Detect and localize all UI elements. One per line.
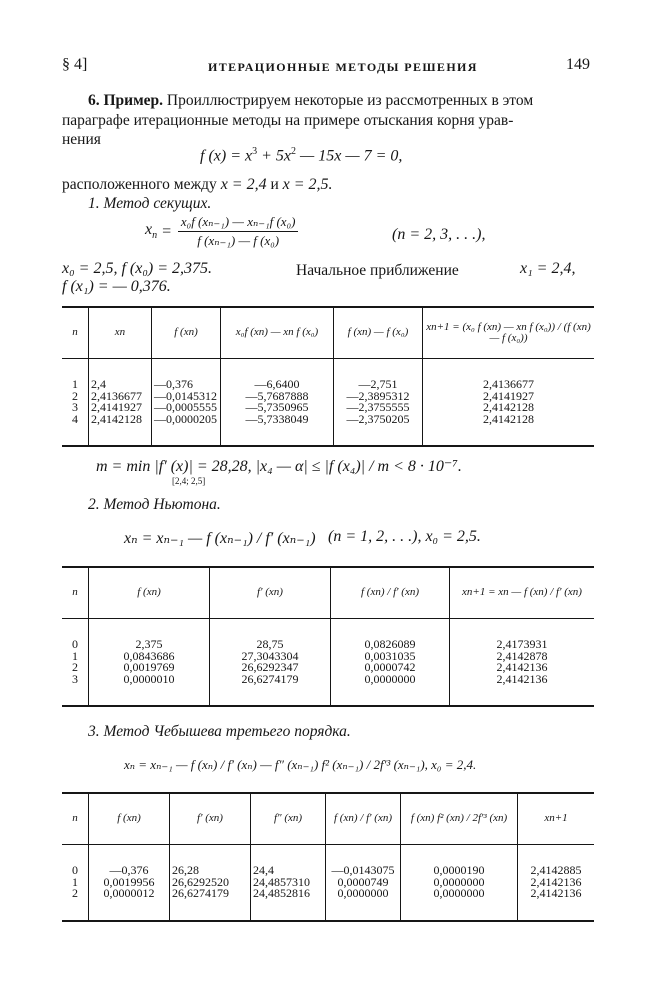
cell: 2,4142128 bbox=[423, 402, 595, 414]
cell: 0,0000742 bbox=[331, 662, 450, 674]
cell: 26,28 bbox=[170, 845, 251, 877]
cell: 0 bbox=[72, 863, 78, 877]
initial-approx-label: Начальное приближение bbox=[296, 262, 459, 279]
col-fxn: f (xn) bbox=[89, 567, 210, 619]
chebyshev-formula: xₙ = xₙ₋₁ — f (xₙ) / f′ (xₙ) — f″ (xₙ₋₁) f² (xₙ₋₁) / 2f′³ (xₙ₋₁), x₀ = 2,4. bbox=[124, 757, 477, 772]
cell: —0,0145312 bbox=[152, 391, 221, 403]
col-xn1: xn+1 = xn — f (xn) / f′ (xn) bbox=[450, 567, 595, 619]
cell: 2,4 bbox=[89, 359, 152, 391]
cell: —2,3755555 bbox=[334, 402, 423, 414]
table-row bbox=[62, 674, 594, 707]
min-range: [2,4; 2,5] bbox=[172, 476, 206, 486]
example-paragraph-line3: нения bbox=[62, 131, 101, 148]
newton-range: (n = 1, 2, . . .), x₀ = 2,5. bbox=[328, 528, 481, 545]
cell: 28,75 bbox=[210, 619, 331, 651]
secant-numerator: x₀f (xₙ₋₁) — xₙ₋₁f (x₀) bbox=[178, 214, 299, 232]
col-denominator: f (xn) — f (x₀) bbox=[334, 307, 423, 359]
col-n: n bbox=[62, 793, 89, 845]
f-x1-value: f (x₁) = — 0,376. bbox=[62, 278, 171, 295]
root-interval-a: x = 2,4 bbox=[220, 176, 267, 193]
col-xn: xn bbox=[89, 307, 152, 359]
method1-heading: 1. Метод секущих. bbox=[88, 195, 212, 212]
cell: 24,4852816 bbox=[251, 888, 326, 921]
cell: 2,375 bbox=[89, 619, 210, 651]
equation-tail: — 15x — 7 = 0, bbox=[300, 147, 403, 165]
cell: 3 bbox=[72, 671, 78, 686]
error-estimate: m = min |f′ (x)| = 28,28, |x₄ — α| ≤ |f (x₄)| / m < 8 · 10⁻⁷. bbox=[96, 458, 462, 475]
col-numerator: x₀f (xn) — xn f (x₀) bbox=[221, 307, 334, 359]
cell: 26,6274179 bbox=[170, 888, 251, 921]
col-xn1: xn+1 = (x₀ f (xn) — xn f (x₀)) / (f (xn) — f (x₀)) bbox=[423, 307, 595, 359]
col-n: n bbox=[62, 567, 89, 619]
equation-mid: + 5x bbox=[261, 147, 292, 165]
cell: 0,0000012 bbox=[89, 888, 170, 921]
cell: 1 bbox=[72, 648, 78, 663]
secant-denominator: f (xₙ₋₁) — f (x₀) bbox=[197, 233, 280, 248]
cell: 0,0000000 bbox=[331, 674, 450, 707]
col-ratio: f (xn) / f′ (xn) bbox=[331, 567, 450, 619]
table-row bbox=[62, 359, 594, 391]
root-interval-b: x = 2,5. bbox=[282, 176, 333, 193]
cell: 1 bbox=[72, 874, 78, 889]
cell: 1 bbox=[72, 377, 78, 391]
secant-range: (n = 2, 3, . . .), bbox=[392, 226, 486, 243]
col-ddfxn: f″ (xn) bbox=[251, 793, 326, 845]
cell: 2,4142136 bbox=[450, 674, 595, 707]
cell: 0 bbox=[72, 637, 78, 651]
cell: 0,0000749 bbox=[326, 877, 401, 889]
cell: 4 bbox=[72, 411, 78, 426]
page-number: 149 bbox=[566, 56, 590, 73]
cell: 2,4142128 bbox=[423, 414, 595, 447]
cell: 0,0019956 bbox=[89, 877, 170, 889]
cell: 0,0031035 bbox=[331, 651, 450, 663]
table-row bbox=[62, 619, 594, 651]
example-paragraph-line1 bbox=[88, 91, 533, 110]
secant-given: x₀ = 2,5, f (x₀) = 2,375. bbox=[62, 260, 213, 277]
cell: —2,3895312 bbox=[334, 391, 423, 403]
cell: —0,376 bbox=[152, 359, 221, 391]
cell: 3 bbox=[72, 400, 78, 414]
cell: 2,4141927 bbox=[89, 402, 152, 414]
equation-lhs: f (x) = x bbox=[200, 147, 253, 165]
newton-table bbox=[62, 566, 594, 707]
section-number: § 4] bbox=[62, 56, 88, 73]
cell: 27,3043304 bbox=[210, 651, 331, 663]
example-paragraph-line2: параграфе итерационные методы на примере отыскания корня урав- bbox=[62, 112, 514, 129]
method3-heading: 3. Метод Чебышева третьего порядка. bbox=[88, 723, 351, 740]
col-n: n bbox=[62, 307, 89, 359]
secant-fraction bbox=[178, 214, 299, 249]
initial-approx-value: x₁ = 2,4, bbox=[520, 260, 576, 277]
table-row bbox=[62, 888, 594, 921]
cell: 0,0843686 bbox=[89, 651, 210, 663]
secant-formula: $x_n$ = $\frac{\text{x₀f (xₙ₋₁) — xₙ₋₁f (x₀)}}{\text{f (xₙ₋₁) — f (x₀)}}$ bbox=[145, 214, 300, 249]
col-ratio: f (xn) / f′ (xn) bbox=[326, 793, 401, 845]
root-interval-line bbox=[62, 175, 333, 194]
cell: —6,6400 bbox=[221, 359, 334, 391]
col-dfxn: f′ (xn) bbox=[210, 567, 331, 619]
cell: 26,6292347 bbox=[210, 662, 331, 674]
col-fxn: f (xn) bbox=[152, 307, 221, 359]
col-fxn: f (xn) bbox=[89, 793, 170, 845]
example-label: 6. Пример. bbox=[88, 92, 164, 109]
cell: 2,4141927 bbox=[423, 391, 595, 403]
chebyshev-table bbox=[62, 792, 594, 922]
cell: —5,7687888 bbox=[221, 391, 334, 403]
table-row bbox=[62, 414, 594, 447]
cell: 2,4142136 bbox=[518, 877, 595, 889]
cell: 0,0000000 bbox=[326, 888, 401, 921]
cell: 2 bbox=[72, 388, 78, 403]
cell: 2 bbox=[72, 660, 78, 674]
cell: 2,4136677 bbox=[89, 391, 152, 403]
secant-table bbox=[62, 306, 594, 447]
cell: 2,4136677 bbox=[423, 359, 595, 391]
col-xn1: xn+1 bbox=[518, 793, 595, 845]
cell: —5,7338049 bbox=[221, 414, 334, 447]
root-interval-and: и bbox=[270, 176, 279, 193]
page-header-title: ИТЕРАЦИОННЫЕ МЕТОДЫ РЕШЕНИЯ bbox=[208, 60, 478, 74]
main-equation: f $(x) = x^3 + 5x^2$ — 15x — 7 = 0, bbox=[200, 146, 403, 165]
cell: 26,6274179 bbox=[210, 674, 331, 707]
cell: 26,6292520 bbox=[170, 877, 251, 889]
col-dfxn: f′ (xn) bbox=[170, 793, 251, 845]
cell: —5,7350965 bbox=[221, 402, 334, 414]
cell: 0,0019769 bbox=[89, 662, 210, 674]
root-interval-text: расположенного между bbox=[62, 176, 217, 193]
example-text: Проиллюстрируем некоторые из рассмотренных в этом bbox=[166, 92, 534, 109]
cell: 2,4142878 bbox=[450, 651, 595, 663]
cell: 2,4173931 bbox=[450, 619, 595, 651]
cell: —2,751 bbox=[334, 359, 423, 391]
cell: 2,4142136 bbox=[450, 662, 595, 674]
newton-formula: xₙ = xₙ₋₁ — f (xₙ₋₁) / f′ (xₙ₋₁) bbox=[124, 530, 316, 547]
cell: 0,0000190 bbox=[401, 845, 518, 877]
cell: 2,4142128 bbox=[89, 414, 152, 447]
cell: 2 bbox=[72, 886, 78, 900]
cell: —0,0000205 bbox=[152, 414, 221, 447]
cell: 0,0826089 bbox=[331, 619, 450, 651]
method2-heading: 2. Метод Ньютона. bbox=[88, 496, 221, 513]
cell: —0,0143075 bbox=[326, 845, 401, 877]
cell: 0,0000000 bbox=[401, 877, 518, 889]
cell: —2,3750205 bbox=[334, 414, 423, 447]
cell: 0,0000000 bbox=[401, 888, 518, 921]
cell: 24,4 bbox=[251, 845, 326, 877]
cell: 24,4857310 bbox=[251, 877, 326, 889]
cell: 0,0000010 bbox=[89, 674, 210, 707]
cell: —0,0005555 bbox=[152, 402, 221, 414]
cell: 2,4142136 bbox=[518, 888, 595, 921]
cell: 2,4142885 bbox=[518, 845, 595, 877]
col-correction: f (xn) f² (xn) / 2f′³ (xn) bbox=[401, 793, 518, 845]
cell: —0,376 bbox=[89, 845, 170, 877]
table-row bbox=[62, 845, 594, 877]
secant-formula-lhs: $x_n$ bbox=[145, 221, 158, 242]
